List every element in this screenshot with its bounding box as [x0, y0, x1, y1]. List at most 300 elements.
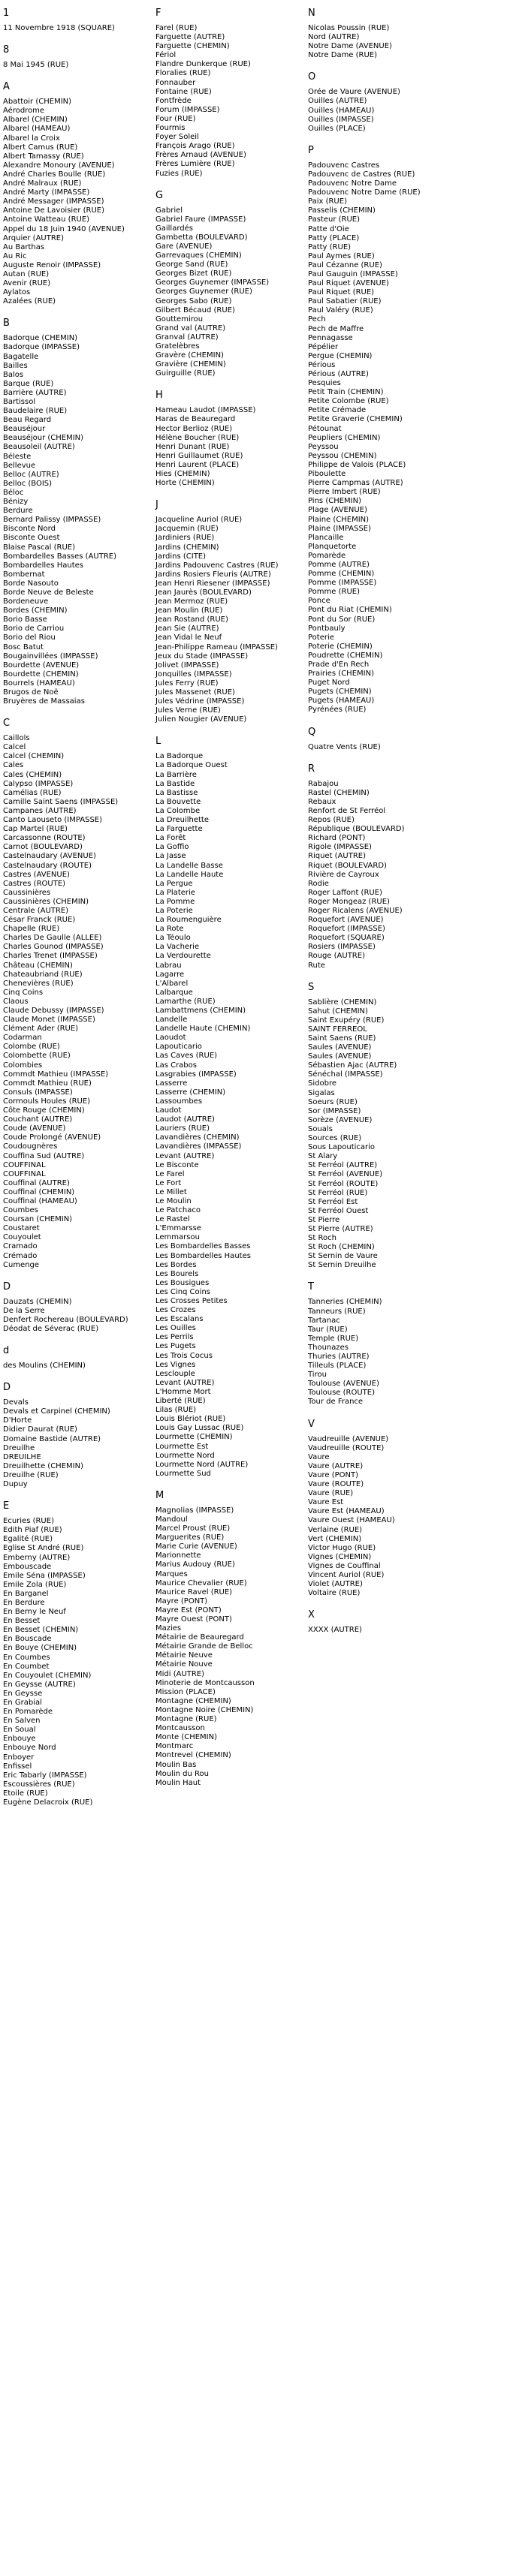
- street-entry: Marguerites (RUE): [155, 1533, 225, 1542]
- street-entry: Enfissel: [3, 1762, 32, 1771]
- street-entry: XXXX (AUTRE): [308, 1626, 362, 1635]
- street-entry: Frères Arnaud (AVENUE): [155, 151, 246, 160]
- street-entry: Bourrels (HAMEAU): [3, 679, 75, 688]
- street-entry: Château (CHEMIN): [3, 961, 73, 970]
- street-entry: Ouilles (HAMEAU): [308, 106, 375, 115]
- street-entry: Philippe de Valois (PLACE): [308, 460, 406, 469]
- street-entry: Prairies (CHEMIN): [308, 670, 374, 679]
- street-entry: Petite Graverie (CHEMIN): [308, 415, 403, 424]
- street-entry: Gare (AVENUE): [155, 242, 213, 251]
- street-entry: Le Moulin: [155, 1196, 192, 1205]
- street-entry: Roquefort (AVENUE): [308, 916, 384, 925]
- street-entry: Vaure Ouest (HAMEAU): [308, 1516, 395, 1525]
- street-entry: Paul Sabatier (RUE): [308, 297, 382, 306]
- street-entry: Bordeneuve: [3, 597, 49, 606]
- street-entry: Les Ouilles: [155, 1324, 196, 1333]
- street-entry: Lesclouple: [155, 1369, 195, 1378]
- street-entry: Pomarède: [308, 551, 346, 560]
- street-entry: Borio de Carriou: [3, 624, 65, 633]
- street-entry: Cumenge: [3, 1260, 40, 1269]
- street-entry: Gabriel: [155, 206, 183, 215]
- street-entry: Piboulette: [308, 470, 346, 479]
- street-entry: Sources (RUE): [308, 1134, 362, 1143]
- street-entry: Bellevue: [3, 461, 36, 470]
- street-entry: Embouscade: [3, 1562, 52, 1571]
- letter-section: [155, 736, 317, 1479]
- street-entry: Escoussières (RUE): [3, 1780, 75, 1789]
- street-entry: Magnolias (IMPASSE): [155, 1506, 234, 1515]
- street-entry: Calcel (CHEMIN): [3, 752, 65, 761]
- street-entry: François Arago (RUE): [155, 142, 235, 151]
- section-letter-heading: T: [308, 1281, 314, 1293]
- street-entry: Soeurs (RUE): [308, 1097, 358, 1106]
- street-entry: Claous: [3, 997, 29, 1006]
- street-entry: Bombardelles Basses (AUTRE): [3, 552, 117, 561]
- street-entry: St Ferréol (AUTRE): [308, 1161, 378, 1170]
- section-letter-heading: M: [155, 1489, 164, 1501]
- street-entry: André Messager (IMPASSE): [3, 197, 104, 206]
- street-entry: En Besset: [3, 1617, 41, 1626]
- street-entry: Bernard Palissy (IMPASSE): [3, 516, 101, 525]
- street-entry: Vignes de Couffinal: [308, 1561, 381, 1570]
- street-entry: Cormouls Houles (RUE): [3, 1097, 91, 1106]
- street-entry: La Téoulo: [155, 934, 191, 943]
- street-entry: Belloc (AUTRE): [3, 470, 59, 479]
- street-entry: Borio del Riou: [3, 633, 56, 642]
- street-entry: COUFFINAL: [3, 1160, 46, 1169]
- street-entry: Gabriel Faure (IMPASSE): [155, 215, 246, 224]
- street-entry: Farguette (AUTRE): [155, 33, 225, 42]
- street-entry: Antoine Watteau (RUE): [3, 215, 90, 224]
- street-entry: Jardins Padouvenc Castres (RUE): [155, 561, 279, 570]
- street-entry: Hélène Boucher (RUE): [155, 433, 240, 442]
- street-entry: Montagne (RUE): [155, 1715, 217, 1724]
- street-entry: Côte Rouge (CHEMIN): [3, 1106, 85, 1115]
- street-entry: Gravère (CHEMIN): [155, 351, 224, 360]
- street-entry: Ouilles (IMPASSE): [308, 115, 374, 124]
- street-entry: Sidobre: [308, 1079, 336, 1088]
- street-entry: Henri Guillaumet (RUE): [155, 451, 243, 460]
- street-entry: Beauséjour: [3, 425, 46, 434]
- letter-section: [308, 71, 469, 133]
- street-entry: Rivière de Cayroux: [308, 870, 379, 879]
- street-entry: Lambattmens (CHEMIN): [155, 1007, 246, 1015]
- street-entry: Poudrette (CHEMIN): [308, 651, 383, 660]
- street-entry: Chapelle (RUE): [3, 925, 60, 934]
- section-letter-heading: O: [308, 71, 316, 83]
- street-entry: Jean Sie (AUTRE): [155, 624, 219, 633]
- street-entry: Repos (RUE): [308, 816, 355, 825]
- street-entry: Bombardelles Hautes: [3, 561, 83, 570]
- street-entry: Pasteur (RUE): [308, 215, 361, 224]
- street-entry: Abattoir (CHEMIN): [3, 98, 72, 107]
- street-entry: Emile Séna (IMPASSE): [3, 1571, 86, 1580]
- street-entry: La Barrière: [155, 770, 197, 779]
- street-entry: Voltaire (RUE): [308, 1589, 361, 1598]
- street-entry: Farguette (CHEMIN): [155, 42, 230, 51]
- street-entry: Cales: [3, 761, 24, 770]
- street-entry: Vert (CHEMIN): [308, 1534, 362, 1543]
- street-entry: Jean Moulin (RUE): [155, 606, 223, 615]
- street-entry: Moulin Haut: [155, 1778, 201, 1787]
- street-entry: Patte d'Oie: [308, 224, 349, 233]
- street-entry: Rouge (AUTRE): [308, 952, 365, 961]
- street-entry: Peyssou (CHEMIN): [308, 451, 377, 460]
- street-entry: Lemmarsou: [155, 1233, 200, 1242]
- street-entry: Rute: [308, 961, 325, 970]
- street-entry: Bourdette (CHEMIN): [3, 670, 79, 679]
- street-entry: Plancaille: [308, 533, 344, 542]
- letter-section: [308, 1609, 469, 1635]
- street-entry: La Verdourette: [155, 952, 211, 961]
- street-entry: Vaure Est: [308, 1498, 344, 1507]
- street-entry: En Soual: [3, 1726, 36, 1735]
- letter-section: [308, 145, 469, 715]
- street-entry: Jardins (CHEMIN): [155, 543, 219, 552]
- street-entry: Lourmette Nord: [155, 1451, 215, 1460]
- section-letter-heading: B: [3, 317, 10, 330]
- street-entry: Minoterie de Montcausson: [155, 1678, 255, 1687]
- street-entry: Padouvenc Notre Dame: [308, 179, 397, 188]
- street-entry: Landelle: [155, 1016, 188, 1025]
- section-letter-heading: D: [3, 1280, 11, 1293]
- street-entry: Consuls (IMPASSE): [3, 1088, 73, 1097]
- letter-section: [155, 390, 317, 488]
- street-entry: Monte (CHEMIN): [155, 1733, 218, 1742]
- section-letter-heading: E: [3, 1500, 10, 1512]
- street-entry: Horte (CHEMIN): [155, 479, 215, 488]
- section-letter-heading: L: [155, 736, 161, 748]
- street-entry: Les Bordes: [155, 1260, 197, 1269]
- street-entry: Paix (RUE): [308, 197, 347, 206]
- street-entry: Thounazes: [308, 1343, 349, 1352]
- letter-section: [3, 718, 164, 1270]
- street-entry: Périous (AUTRE): [308, 370, 369, 378]
- street-entry: Arquier (AUTRE): [3, 233, 65, 242]
- street-entry: Vaudreuille (ROUTE): [308, 1443, 385, 1452]
- street-entry: Carcassonne (ROUTE): [3, 834, 86, 843]
- street-entry: Tirou: [308, 1371, 327, 1380]
- street-entry: Au Barthas: [3, 242, 45, 251]
- street-entry: Domaine Bastide (AUTRE): [3, 1434, 101, 1443]
- section-letter-heading: R: [308, 763, 315, 775]
- street-entry: Cinq Coins: [3, 988, 44, 997]
- street-entry: Laudot: [155, 1106, 182, 1115]
- street-entry: Passelis (CHEMIN): [308, 206, 376, 215]
- street-entry: Lapouticario: [155, 1043, 202, 1052]
- street-entry: Azalées (RUE): [3, 297, 56, 306]
- street-entry: Albarel (HAMEAU): [3, 125, 71, 134]
- street-entry: Levant (AUTRE): [155, 1151, 215, 1160]
- street-entry: En Besset (CHEMIN): [3, 1626, 79, 1635]
- street-entry: La Colombe: [155, 806, 201, 815]
- street-entry: Grand val (AUTRE): [155, 324, 226, 333]
- street-entry: Carnot (BOULEVARD): [3, 843, 83, 852]
- street-entry: Jean Henri Riesener (IMPASSE): [155, 579, 270, 588]
- street-entry: Paul Cézanne (RUE): [308, 260, 382, 269]
- street-entry: COUFFINAL: [3, 1169, 46, 1178]
- street-entry: Prade d'En Rech: [308, 661, 370, 669]
- street-entry: En Salven: [3, 1717, 41, 1726]
- street-entry: Paul Riquet (AVENUE): [308, 279, 389, 288]
- street-entry: Laudot (AUTRE): [155, 1115, 215, 1124]
- street-entry: Eric Tabarly (IMPASSE): [3, 1771, 87, 1780]
- street-entry: Landelle Haute (CHEMIN): [155, 1025, 251, 1034]
- letter-section: [3, 44, 164, 70]
- street-entry: Las Crabos: [155, 1061, 197, 1070]
- street-entry: Planquetorte: [308, 542, 357, 551]
- street-entry: La Dreuilhette: [155, 816, 210, 825]
- street-entry: Pierre Campmas (AUTRE): [308, 479, 403, 488]
- street-entry: Georges Bizet (RUE): [155, 269, 232, 278]
- street-entry: Mayre (PONT): [155, 1596, 208, 1605]
- street-entry: Paul Riquet (RUE): [308, 288, 375, 297]
- street-entry: Pierre Imbert (RUE): [308, 488, 381, 497]
- street-entry: Castres (AVENUE): [3, 870, 70, 879]
- section-letter-heading: H: [155, 390, 163, 402]
- letter-section: [155, 8, 317, 179]
- street-entry: Tartanac: [308, 1316, 340, 1325]
- street-entry: La Farguette: [155, 825, 203, 834]
- street-entry: Le Patchaco: [155, 1206, 201, 1215]
- street-entry: Aylatos: [3, 288, 31, 297]
- street-entry: Couyoulet: [3, 1233, 41, 1242]
- street-entry: Rebaux: [308, 797, 336, 806]
- street-entry: André Malraux (RUE): [3, 179, 82, 188]
- street-entry: Gravière (CHEMIN): [155, 360, 226, 369]
- street-entry: Plaine (CHEMIN): [308, 515, 370, 524]
- street-entry: Les Pugets: [155, 1342, 196, 1351]
- street-entry: Marques: [155, 1569, 188, 1578]
- street-entry: Pugets (CHEMIN): [308, 688, 372, 697]
- street-entry: Jean Jaurès (BOULEVARD): [155, 588, 252, 597]
- street-entry: Barrière (AUTRE): [3, 388, 67, 397]
- street-entry: Lourmette (CHEMIN): [155, 1433, 233, 1442]
- street-entry: Pesquies: [308, 379, 341, 388]
- street-entry: Enbouye Nord: [3, 1744, 56, 1753]
- street-entry: Les Perrils: [155, 1333, 194, 1342]
- street-entry: Gambetta (BOULEVARD): [155, 233, 248, 242]
- street-entry: Pont du Sor (RUE): [308, 615, 376, 624]
- street-entry: Coude Prolongé (AVENUE): [3, 1133, 101, 1142]
- street-entry: En Coumbet: [3, 1662, 50, 1671]
- street-entry: St Alary: [308, 1152, 338, 1161]
- street-entry: 11 Novembre 1918 (SQUARE): [3, 24, 115, 32]
- street-entry: DREUILHE: [3, 1452, 41, 1461]
- street-entry: Nord (AUTRE): [308, 33, 360, 42]
- section-letter-heading: C: [3, 718, 11, 730]
- street-entry: Métairie de Beauregard: [155, 1633, 244, 1642]
- street-entry: Georges Sabo (RUE): [155, 296, 232, 305]
- street-entry: Gratelèbres: [155, 342, 200, 351]
- street-entry: Cap Martel (RUE): [3, 825, 68, 834]
- letter-section: [3, 1382, 164, 1489]
- street-entry: Peyssou: [308, 442, 339, 451]
- street-entry: Roquefort (SQUARE): [308, 934, 385, 943]
- street-entry: Ecuries (RUE): [3, 1517, 54, 1526]
- street-entry: Bailles: [3, 361, 28, 370]
- street-entry: Camélias (RUE): [3, 788, 62, 797]
- letter-section: [308, 1419, 469, 1599]
- street-entry: Saint Saens (RUE): [308, 1034, 376, 1043]
- street-entry: Rigole (IMPASSE): [308, 843, 372, 852]
- street-entry: Caussinières: [3, 888, 51, 897]
- street-entry: L'Homme Mort: [155, 1387, 211, 1396]
- street-entry: St Ferréol Est: [308, 1197, 358, 1206]
- street-entry: Roger Ricalens (AVENUE): [308, 906, 403, 915]
- street-entry: Borio Basse: [3, 615, 47, 624]
- street-entry: Sénéchal (IMPASSE): [308, 1070, 383, 1079]
- street-entry: Souals: [308, 1124, 333, 1133]
- street-entry: Montrevel (CHEMIN): [155, 1751, 231, 1760]
- street-entry: La Forêt: [155, 834, 186, 843]
- street-entry: La Landelle Haute: [155, 870, 224, 879]
- street-entry: Dreuilhe (RUE): [3, 1470, 59, 1479]
- street-entry: Albarel la Croix: [3, 134, 60, 143]
- street-entry: Brugos de Noë: [3, 688, 59, 697]
- letter-section: [308, 727, 469, 752]
- street-entry: Taur (RUE): [308, 1325, 348, 1334]
- street-entry: St Ferréol (RUE): [308, 1188, 368, 1197]
- street-entry: Calypso (IMPASSE): [3, 779, 74, 788]
- street-entry: Saules (AVENUE): [308, 1043, 372, 1052]
- street-entry: Moulin Bas: [155, 1760, 197, 1769]
- street-entry: Montagne Noire (CHEMIN): [155, 1705, 254, 1714]
- street-entry: Balos: [3, 370, 24, 379]
- street-entry: Pomme (IMPASSE): [308, 579, 377, 588]
- street-entry: Toulouse (AVENUE): [308, 1380, 379, 1389]
- street-entry: Notre Dame (RUE): [308, 51, 378, 60]
- street-entry: Temple (RUE): [308, 1334, 359, 1343]
- street-entry: Rastel (CHEMIN): [308, 788, 370, 797]
- street-entry: Rodie: [308, 879, 329, 888]
- street-entry: St Ferréol (ROUTE): [308, 1179, 379, 1188]
- street-entry: Renfort de St Ferréol: [308, 806, 386, 815]
- street-entry: Moulin du Rou: [155, 1769, 209, 1778]
- street-entry: Plaine (IMPASSE): [308, 524, 372, 533]
- street-entry: Pomme (CHEMIN): [308, 570, 375, 579]
- street-entry: République (BOULEVARD): [308, 825, 405, 834]
- street-entry: Couffinal (AUTRE): [3, 1178, 70, 1187]
- street-entry: Le Farel: [155, 1169, 185, 1178]
- street-entry: En Geysse (AUTRE): [3, 1680, 76, 1689]
- street-entry: Les Cinq Coins: [155, 1287, 210, 1296]
- street-entry: Montagne (CHEMIN): [155, 1696, 231, 1705]
- street-entry: Albert Camus (RUE): [3, 143, 78, 152]
- street-entry: Lavandières (CHEMIN): [155, 1133, 240, 1142]
- letter-section: [308, 763, 469, 971]
- street-entry: En Bouye (CHEMIN): [3, 1644, 77, 1653]
- street-entry: Beau Regard: [3, 416, 52, 425]
- street-entry: Gaillardés: [155, 224, 193, 233]
- letter-section: [308, 8, 469, 60]
- street-entry: La Jasse: [155, 852, 186, 861]
- street-entry: Auguste Renoir (IMPASSE): [3, 260, 101, 269]
- street-entry: Roger Laffont (RUE): [308, 888, 382, 897]
- street-entry: Claude Monet (IMPASSE): [3, 1016, 95, 1025]
- street-entry: Pontbauly: [308, 624, 346, 633]
- street-entry: Colombe (RUE): [3, 1043, 60, 1052]
- street-entry: Vincent Auriol (RUE): [308, 1570, 385, 1579]
- street-entry: Patty (PLACE): [308, 233, 360, 242]
- street-entry: Devals et Carpinel (CHEMIN): [3, 1407, 110, 1416]
- street-entry: Albert Tamassy (RUE): [3, 152, 84, 161]
- street-entry: Bombernat: [3, 570, 45, 579]
- street-entry: La Bastide: [155, 779, 195, 788]
- street-entry: Au Ric: [3, 251, 27, 260]
- street-entry: Victor Hugo (RUE): [308, 1543, 376, 1552]
- street-entry: Les Crosses Petites: [155, 1297, 228, 1305]
- street-entry: Devals: [3, 1398, 29, 1407]
- street-entry: Lassoumbes: [155, 1097, 203, 1106]
- section-letter-heading: P: [308, 144, 314, 156]
- street-entry: Henri Dunant (RUE): [155, 442, 230, 451]
- street-entry: Las Caves (RUE): [155, 1052, 218, 1061]
- street-entry: Marius Audouy (RUE): [155, 1560, 235, 1569]
- street-entry: Rosiers (IMPASSE): [308, 943, 376, 952]
- street-entry: Maurice Chevalier (RUE): [155, 1578, 247, 1587]
- street-entry: Vaure (PONT): [308, 1470, 359, 1479]
- street-entry: St Pierre: [308, 1215, 340, 1224]
- index-column-2: [155, 8, 317, 1788]
- street-entry: Bisconte Ouest: [3, 534, 60, 543]
- street-entry: Pomme (RUE): [308, 588, 360, 597]
- section-letter-heading: S: [308, 981, 315, 993]
- street-entry: Castelnaudary (ROUTE): [3, 861, 92, 870]
- street-entry: Lourmette Est: [155, 1442, 209, 1451]
- letter-section: [155, 1490, 317, 1788]
- street-entry: Ouilles (AUTRE): [308, 97, 367, 106]
- section-letter-heading: X: [308, 1609, 315, 1621]
- street-entry: Henri Laurent (PLACE): [155, 460, 240, 469]
- street-entry: Bosc Batut: [3, 642, 44, 652]
- street-entry: Midi (AUTRE): [155, 1669, 205, 1678]
- street-entry: Tanneries (CHEMIN): [308, 1298, 382, 1307]
- street-entry: Roquefort (IMPASSE): [308, 925, 385, 934]
- street-entry: Bruyères de Massaias: [3, 697, 85, 706]
- street-entry: Jolivet (IMPASSE): [155, 661, 219, 670]
- street-entry: Four (RUE): [155, 114, 196, 123]
- street-entry: Pomme (AUTRE): [308, 560, 370, 569]
- street-entry: L'Albarel: [155, 979, 189, 988]
- street-entry: Mayre Est (PONT): [155, 1605, 222, 1615]
- street-entry: Padouvenc Notre Dame (RUE): [308, 188, 421, 197]
- street-entry: Clément Ader (RUE): [3, 1025, 79, 1034]
- street-entry: Padouvenc de Castres (RUE): [308, 170, 415, 179]
- street-entry: Poterie (CHEMIN): [308, 642, 373, 651]
- section-letter-heading: 8: [3, 44, 10, 56]
- street-entry: Calcel: [3, 743, 26, 752]
- street-entry: La Goffio: [155, 843, 189, 852]
- street-entry: Couffina Sud (AUTRE): [3, 1151, 85, 1160]
- street-entry: Dreuilhe: [3, 1443, 35, 1452]
- street-entry: Caussinières (CHEMIN): [3, 897, 89, 906]
- street-entry: Enboyer: [3, 1753, 35, 1762]
- street-entry: Vaudreuille (AVENUE): [308, 1434, 389, 1443]
- street-entry: Pennagasse: [308, 333, 353, 342]
- street-entry: Jean-Philippe Rameau (IMPASSE): [155, 642, 278, 652]
- street-entry: La Badorque: [155, 752, 204, 761]
- section-letter-heading: G: [155, 189, 164, 201]
- street-entry: La Vacherie: [155, 943, 200, 952]
- street-entry: Eugène Delacroix (RUE): [3, 1798, 93, 1807]
- street-entry: André Charles Boulle (RUE): [3, 170, 106, 179]
- letter-section: [3, 1345, 164, 1371]
- street-entry: Hector Berlioz (RUE): [155, 424, 233, 433]
- street-entry: La Poterie: [155, 906, 193, 915]
- street-entry: Coustaret: [3, 1224, 40, 1233]
- street-entry: Autan (RUE): [3, 269, 50, 278]
